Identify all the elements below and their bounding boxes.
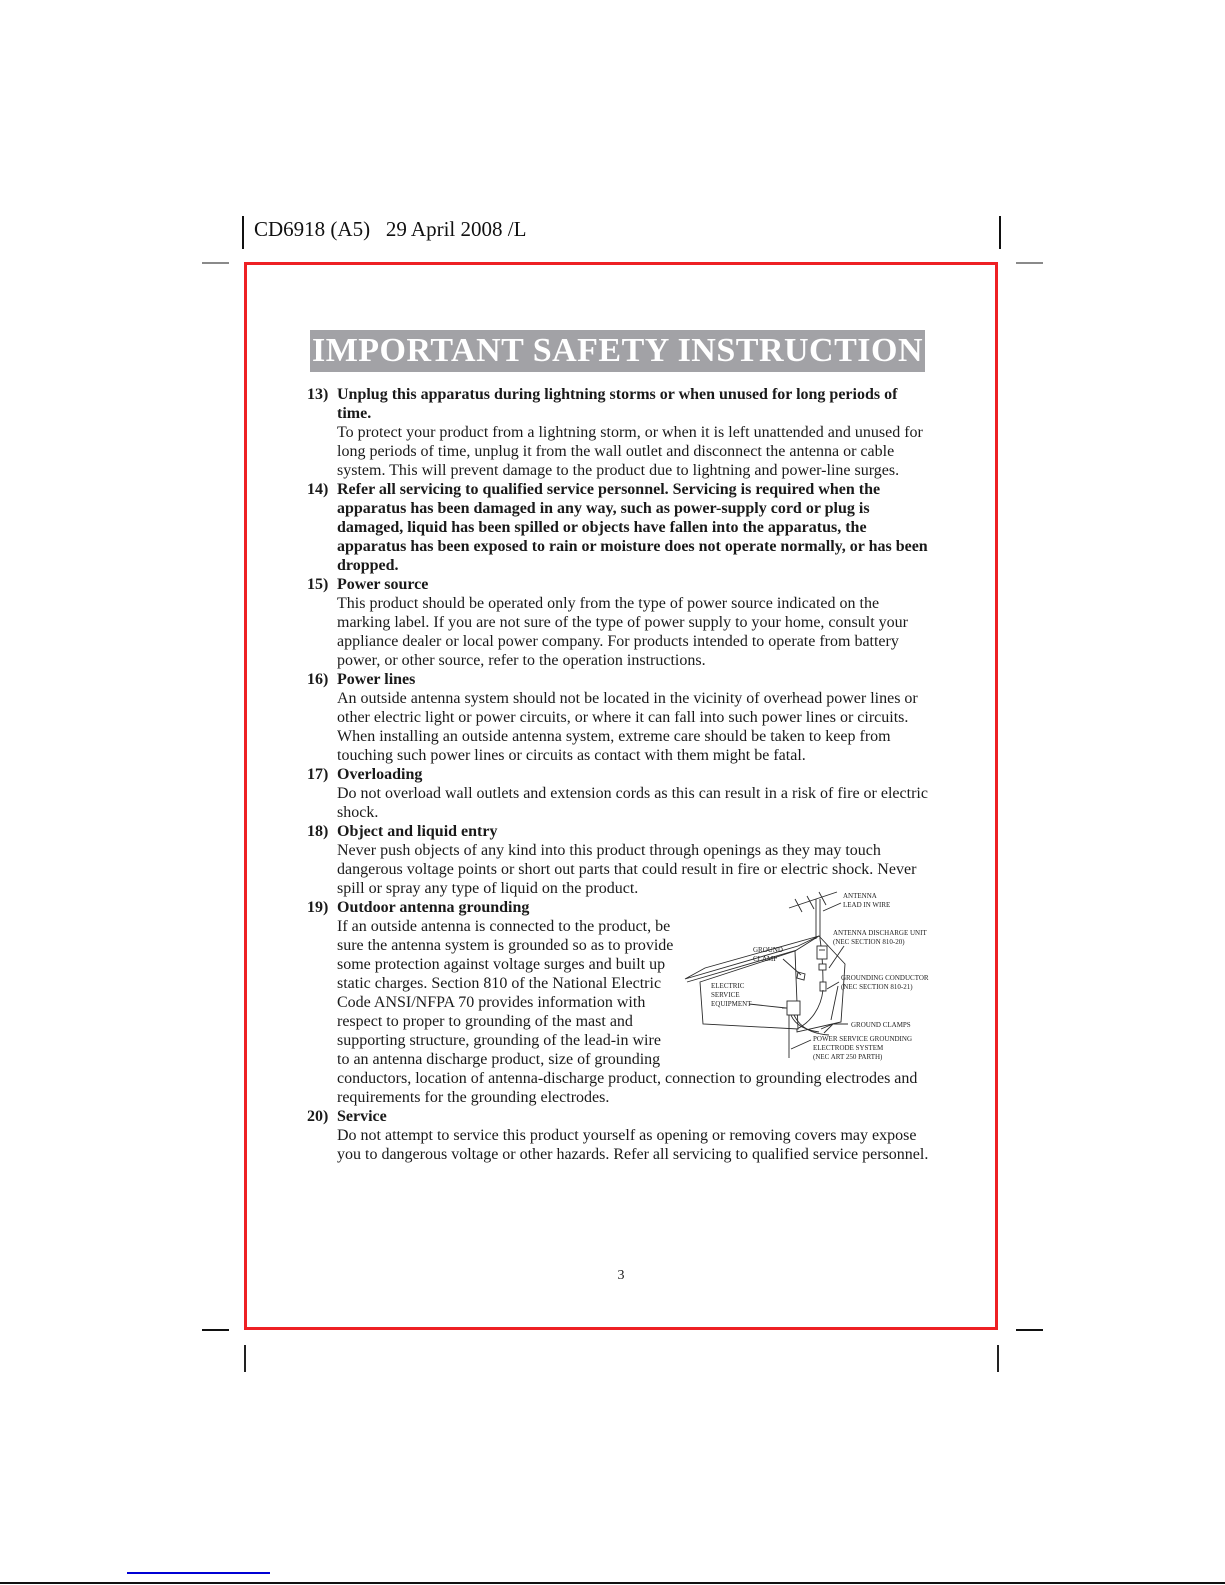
crop-dash-top-left bbox=[202, 262, 229, 264]
list-item-15 bbox=[307, 575, 930, 670]
diagram-label-antenna-line2: LEAD IN WIRE bbox=[843, 901, 891, 909]
item-heading: Overloading bbox=[337, 766, 423, 783]
diagram-label-electrode-line3: (NEC ART 250 PARTH) bbox=[813, 1053, 883, 1061]
crop-tick-bottom-left bbox=[244, 1345, 246, 1372]
crop-dash-bottom-left bbox=[202, 1329, 229, 1331]
diagram-label-ground-clamps: GROUND CLAMPS bbox=[851, 1021, 911, 1029]
header-rule-left bbox=[242, 216, 244, 249]
footer-link-underline bbox=[127, 1572, 270, 1574]
safety-title-banner: IMPORTANT SAFETY INSTRUCTION bbox=[310, 330, 925, 372]
item-heading: Outdoor antenna grounding bbox=[337, 899, 530, 916]
item-body: This product should be operated only from the type of power source indicated on the marking label. If you are not sure of the type of power supply to your home, consult your appliance dealer or local power company. For products intended to operate from battery power, or other source, refer to the operation instructions. bbox=[337, 595, 908, 669]
item-number: 19) bbox=[307, 899, 329, 916]
header-rule-right bbox=[999, 216, 1001, 249]
item-heading: Power source bbox=[337, 576, 429, 593]
page-bottom-rule bbox=[0, 1582, 1225, 1584]
list-item-20 bbox=[307, 1107, 930, 1164]
crop-dash-bottom-right bbox=[1016, 1329, 1043, 1331]
list-item-19 bbox=[307, 892, 930, 1107]
item-number: 17) bbox=[307, 766, 329, 783]
antenna-grounding-diagram bbox=[683, 882, 965, 1062]
diagram-label-ground-clamp-line1: GROUND bbox=[753, 946, 783, 954]
item-heading: Refer all servicing to qualified service personnel. Servicing is required when the apparatus has been damaged in any way, such as power-supply cord or plug is damaged, liquid has been spilled or objects have fallen into the apparatus, the apparatus has been exposed to rain or moisture does not operate normally, or has been dropped. bbox=[337, 481, 928, 574]
item-heading: Object and liquid entry bbox=[337, 823, 498, 840]
item-heading: Unplug this apparatus during lightning storms or when unused for long periods of time. bbox=[337, 386, 898, 422]
item-number: 16) bbox=[307, 671, 329, 688]
diagram-label-antenna-line1: ANTENNA bbox=[843, 892, 877, 900]
item-number: 14) bbox=[307, 481, 329, 498]
crop-dash-top-right bbox=[1016, 262, 1043, 264]
item-body: If an outside antenna is connected to the product, be sure the antenna system is grounded so as to provide some protection against voltage surges and built up static charges. Section 810 of the National Electric Code ANSI/NFPA 70 provides information with respect to proper to grounding of the mast and supporting structure, grounding of the lead-in wire to an antenna discharge product, size of grounding conductors, location of antenna-discharge product, connection to grounding electrodes and requirements for the grounding electrodes. bbox=[337, 918, 918, 1106]
item-body: Do not overload wall outlets and extension cords as this can result in a risk of fire or electric shock. bbox=[337, 785, 928, 821]
item-number: 15) bbox=[307, 576, 329, 593]
page-number: 3 bbox=[617, 1268, 625, 1283]
item-number: 18) bbox=[307, 823, 329, 840]
diagram-label-conductor-line1: GROUNDING CONDUCTOR bbox=[841, 974, 929, 982]
document-header: CD6918 (A5) 29 April 2008 /L bbox=[254, 217, 527, 241]
diagram-label-equipment-line3: EQUIPMENT bbox=[711, 1000, 752, 1008]
item-heading: Service bbox=[337, 1108, 387, 1125]
diagram-label-ground-clamp-line2: CLAMP bbox=[753, 955, 778, 963]
safety-instructions-list bbox=[307, 385, 930, 1164]
diagram-label-discharge-line2: (NEC SECTION 810-20) bbox=[833, 938, 905, 946]
item-body: An outside antenna system should not be located in the vicinity of overhead power lines or other electric light or power circuits, or where it can fall into such power lines or circuits. When installing an outside antenna system, extreme care should be taken to keep from touching such power lines or circuits as contact with them might be fatal. bbox=[337, 690, 918, 764]
item-body: Do not attempt to service this product yourself as opening or removing covers may expose you to dangerous voltage or other hazards. Refer all servicing to qualified service personnel. bbox=[337, 1127, 929, 1163]
diagram-label-discharge-line1: ANTENNA DISCHARGE UNIT bbox=[833, 929, 927, 937]
diagram-label-electrode-line1: POWER SERVICE GROUNDING bbox=[813, 1035, 912, 1043]
item-body: Never push objects of any kind into this product through openings as they may touch dangerous voltage points or short out parts that could result in fire or electric shock. Never spill or spray any type of liquid on the product. bbox=[337, 842, 917, 897]
list-item-17 bbox=[307, 765, 930, 822]
item-body: To protect your product from a lightning storm, or when it is left unattended and unused for long periods of time, unplug it from the wall outlet and disconnect the antenna or cable system. This will prevent damage to the product due to lightning and power-line surges. bbox=[337, 424, 923, 479]
diagram-label-equipment-line2: SERVICE bbox=[711, 991, 740, 999]
item-number: 20) bbox=[307, 1108, 329, 1125]
list-item-13 bbox=[307, 385, 930, 480]
diagram-label-conductor-line2: (NEC SECTION 810-21) bbox=[841, 983, 913, 991]
list-item-14 bbox=[307, 480, 930, 575]
diagram-label-electrode-line2: ELECTRODE SYSTEM bbox=[813, 1044, 884, 1052]
crop-tick-bottom-right bbox=[997, 1345, 999, 1372]
diagram-label-equipment-line1: ELECTRIC bbox=[711, 982, 745, 990]
item-heading: Power lines bbox=[337, 671, 416, 688]
item-number: 13) bbox=[307, 386, 329, 403]
list-item-16 bbox=[307, 670, 930, 765]
safety-instructions-box bbox=[244, 262, 998, 1330]
